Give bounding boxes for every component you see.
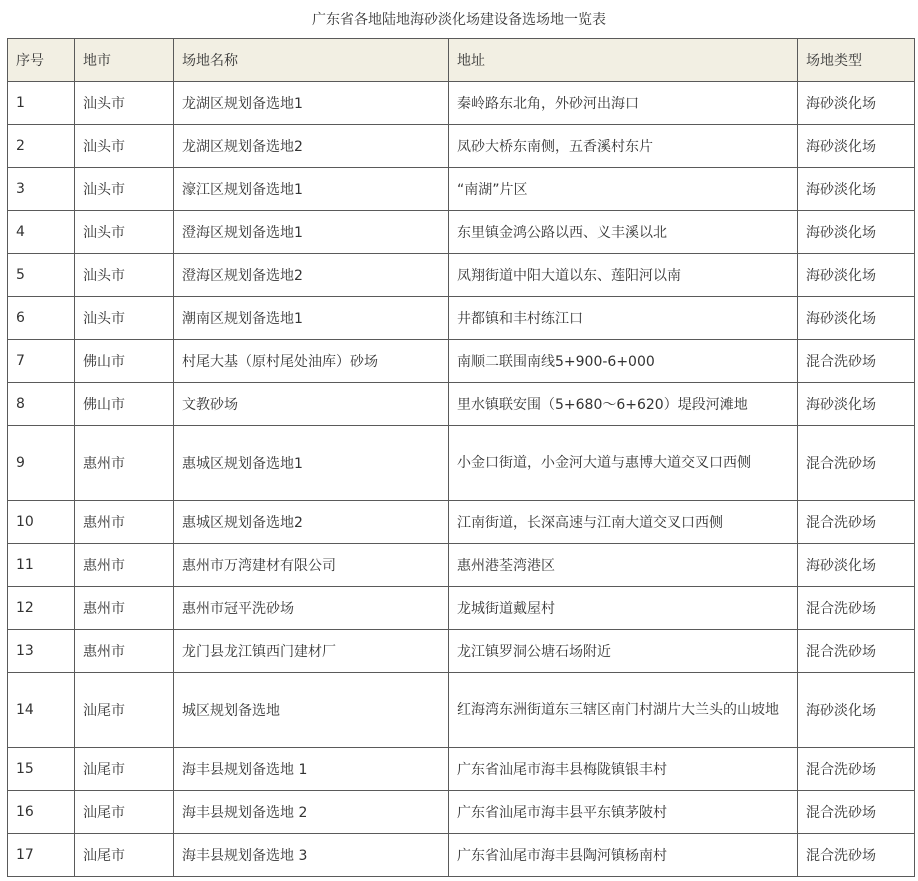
cell-no: 7 [8, 340, 75, 383]
cell-no: 13 [8, 630, 75, 673]
cell-address: 龙江镇罗洞公塘石场附近 [449, 630, 798, 673]
cell-address: 广东省汕尾市海丰县陶河镇杨南村 [449, 834, 798, 877]
cell-no: 15 [8, 748, 75, 791]
cell-no: 11 [8, 544, 75, 587]
table-row [8, 211, 915, 254]
cell-city: 惠州市 [75, 426, 174, 501]
cell-site: 澄海区规划备选地2 [174, 254, 449, 297]
table-row [8, 297, 915, 340]
cell-no: 1 [8, 82, 75, 125]
cell-site: 村尾大基（原村尾处油库）砂场 [174, 340, 449, 383]
cell-site: 濠江区规划备选地1 [174, 168, 449, 211]
cell-address: 南顺二联围南线5+900-6+000 [449, 340, 798, 383]
header-no: 序号 [8, 39, 75, 82]
cell-type: 混合洗砂场 [798, 748, 915, 791]
cell-city: 汕头市 [75, 168, 174, 211]
site-table [7, 38, 915, 877]
cell-city: 汕头市 [75, 211, 174, 254]
cell-address: 井都镇和丰村练江口 [449, 297, 798, 340]
cell-site: 龙湖区规划备选地1 [174, 82, 449, 125]
cell-no: 5 [8, 254, 75, 297]
cell-city: 汕头市 [75, 125, 174, 168]
cell-type: 混合洗砂场 [798, 834, 915, 877]
table-row [8, 501, 915, 544]
cell-address: 里水镇联安围（5+680～6+620）堤段河滩地 [449, 383, 798, 426]
table-row [8, 340, 915, 383]
cell-no: 3 [8, 168, 75, 211]
cell-site: 文教砂场 [174, 383, 449, 426]
cell-address: 江南街道，长深高速与江南大道交叉口西侧 [449, 501, 798, 544]
cell-no: 16 [8, 791, 75, 834]
cell-address: 惠州港荃湾港区 [449, 544, 798, 587]
cell-city: 佛山市 [75, 340, 174, 383]
cell-site: 海丰县规划备选地 1 [174, 748, 449, 791]
table-row [8, 82, 915, 125]
cell-address: “南湖”片区 [449, 168, 798, 211]
table-row [8, 748, 915, 791]
cell-type: 海砂淡化场 [798, 297, 915, 340]
header-type: 场地类型 [798, 39, 915, 82]
cell-type: 混合洗砂场 [798, 340, 915, 383]
cell-no: 10 [8, 501, 75, 544]
table-row [8, 834, 915, 877]
cell-type: 混合洗砂场 [798, 630, 915, 673]
table-header-row [8, 39, 915, 82]
cell-address: 凤砂大桥东南侧，五香溪村东片 [449, 125, 798, 168]
cell-type: 海砂淡化场 [798, 254, 915, 297]
cell-no: 4 [8, 211, 75, 254]
cell-type: 混合洗砂场 [798, 501, 915, 544]
cell-city: 惠州市 [75, 587, 174, 630]
cell-no: 8 [8, 383, 75, 426]
cell-address: 秦岭路东北角，外砂河出海口 [449, 82, 798, 125]
table-row [8, 254, 915, 297]
cell-type: 混合洗砂场 [798, 426, 915, 501]
table-row [8, 791, 915, 834]
cell-city: 汕头市 [75, 254, 174, 297]
cell-city: 惠州市 [75, 501, 174, 544]
cell-site: 惠城区规划备选地2 [174, 501, 449, 544]
table-row [8, 630, 915, 673]
cell-city: 佛山市 [75, 383, 174, 426]
cell-address: 小金口街道，小金河大道与惠博大道交叉口西侧 [449, 426, 798, 501]
header-site: 场地名称 [174, 39, 449, 82]
cell-no: 2 [8, 125, 75, 168]
cell-address: 红海湾东洲街道东三辖区南门村湖片大兰头的山坡地 [449, 673, 798, 748]
cell-city: 惠州市 [75, 544, 174, 587]
table-row [8, 426, 915, 501]
table-row [8, 544, 915, 587]
cell-site: 龙湖区规划备选地2 [174, 125, 449, 168]
cell-city: 汕头市 [75, 82, 174, 125]
table-row [8, 168, 915, 211]
cell-site: 龙门县龙江镇西门建材厂 [174, 630, 449, 673]
cell-no: 12 [8, 587, 75, 630]
cell-no: 17 [8, 834, 75, 877]
cell-site: 潮南区规划备选地1 [174, 297, 449, 340]
cell-site: 惠城区规划备选地1 [174, 426, 449, 501]
cell-no: 14 [8, 673, 75, 748]
cell-site: 惠州市冠平洗砂场 [174, 587, 449, 630]
cell-address: 凤翔街道中阳大道以东、莲阳河以南 [449, 254, 798, 297]
cell-type: 海砂淡化场 [798, 168, 915, 211]
cell-no: 9 [8, 426, 75, 501]
table-row [8, 383, 915, 426]
cell-address: 东里镇金鸿公路以西、义丰溪以北 [449, 211, 798, 254]
cell-type: 海砂淡化场 [798, 383, 915, 426]
cell-type: 海砂淡化场 [798, 211, 915, 254]
cell-site: 惠州市万湾建材有限公司 [174, 544, 449, 587]
cell-city: 汕尾市 [75, 748, 174, 791]
header-city: 地市 [75, 39, 174, 82]
table-row [8, 673, 915, 748]
header-address: 地址 [449, 39, 798, 82]
page-title: 广东省各地陆地海砂淡化场建设备选场地一览表 [312, 12, 606, 28]
cell-address: 龙城街道戴屋村 [449, 587, 798, 630]
cell-no: 6 [8, 297, 75, 340]
table-row [8, 587, 915, 630]
cell-site: 海丰县规划备选地 2 [174, 791, 449, 834]
cell-type: 海砂淡化场 [798, 544, 915, 587]
cell-site: 城区规划备选地 [174, 673, 449, 748]
cell-city: 汕尾市 [75, 791, 174, 834]
cell-type: 混合洗砂场 [798, 587, 915, 630]
cell-type: 海砂淡化场 [798, 673, 915, 748]
cell-city: 汕尾市 [75, 673, 174, 748]
cell-site: 澄海区规划备选地1 [174, 211, 449, 254]
cell-city: 汕尾市 [75, 834, 174, 877]
cell-city: 惠州市 [75, 630, 174, 673]
cell-site: 海丰县规划备选地 3 [174, 834, 449, 877]
cell-type: 海砂淡化场 [798, 82, 915, 125]
cell-type: 海砂淡化场 [798, 125, 915, 168]
cell-address: 广东省汕尾市海丰县平东镇茅陂村 [449, 791, 798, 834]
cell-address: 广东省汕尾市海丰县梅陇镇银丰村 [449, 748, 798, 791]
table-row [8, 125, 915, 168]
cell-type: 混合洗砂场 [798, 791, 915, 834]
cell-city: 汕头市 [75, 297, 174, 340]
